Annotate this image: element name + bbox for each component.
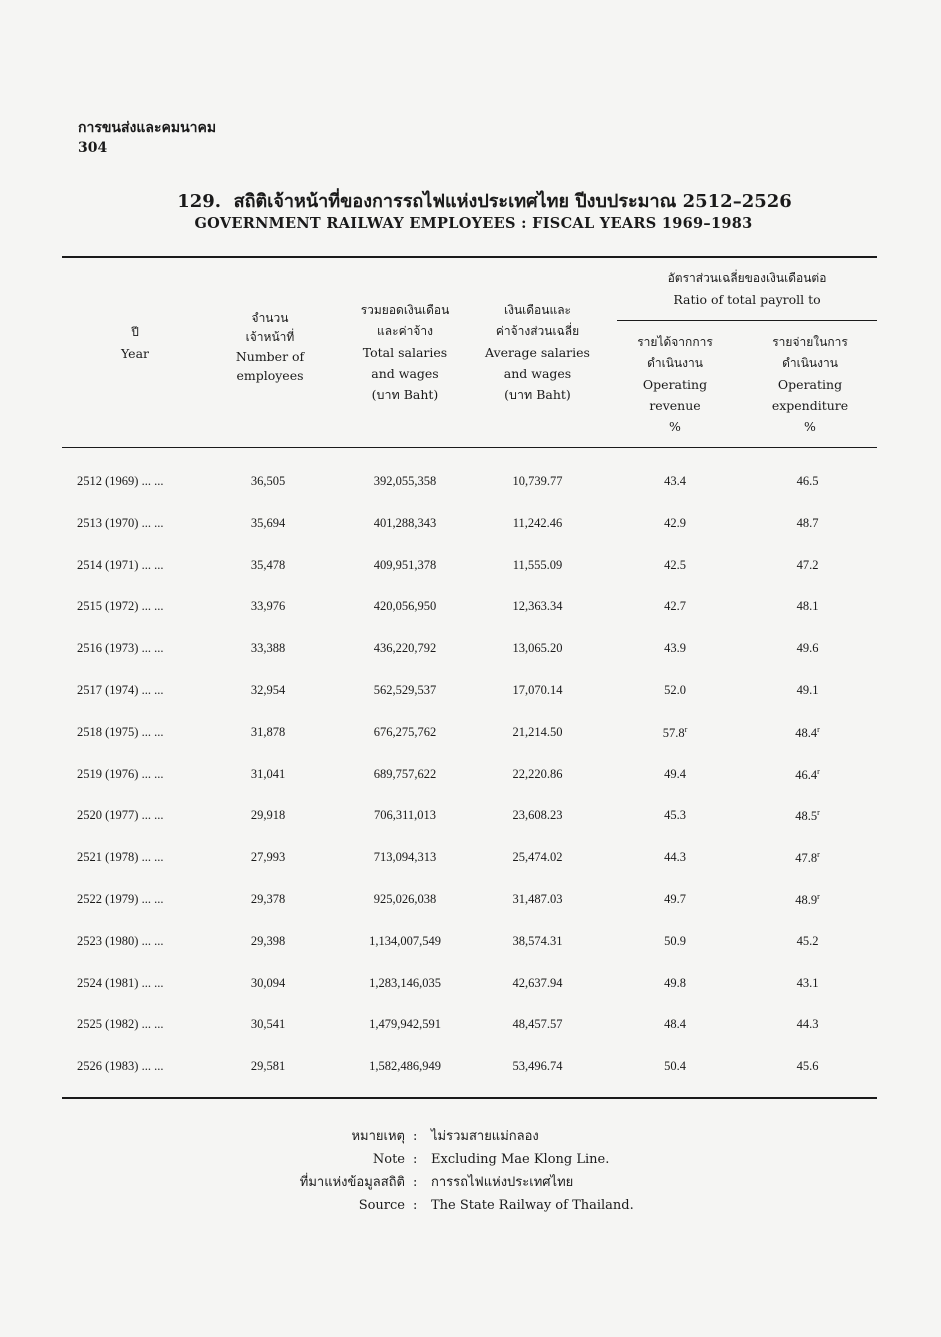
cell-value: 49.6: [796, 641, 819, 656]
cell-rev: [630, 558, 720, 573]
cell-avg: [480, 725, 595, 740]
table-title-english: GOVERNMENT RAILWAY EMPLOYEES : FISCAL YEARS 1969–1983: [194, 215, 753, 232]
cell-avg: [480, 850, 595, 865]
table-row: [0, 850, 941, 870]
cell-value: 2512 (1969) ... ...: [77, 474, 164, 488]
cell-value: 48,457.57: [512, 1017, 563, 1032]
cell-avg: [480, 1059, 595, 1074]
cell-year: [77, 1059, 163, 1074]
cell-value: 50.4: [664, 1059, 686, 1074]
cell-value: 43.4: [664, 474, 686, 488]
cell-exp: [765, 599, 850, 614]
note-colon: :: [413, 1152, 418, 1167]
table-row: [0, 641, 941, 661]
cell-value: 2526 (1983) ... ...: [77, 1059, 164, 1074]
header-bottom-rule: [62, 447, 877, 448]
cell-value: 31,878: [250, 724, 286, 739]
header-total-salaries: รวมยอดเงินเดือน และค่าจ้าง Total salaries and wages (บาท Baht): [360, 303, 450, 402]
table-number: 129.: [177, 191, 222, 212]
header-ratio: อัตราส่วนเฉลี่ยของเงินเดือนต่อ Ratio of total payroll to: [667, 271, 827, 307]
cell-total: [345, 1017, 465, 1032]
cell-rev: [630, 808, 720, 823]
cell-value: 42.9: [664, 515, 686, 530]
cell-total: [345, 599, 465, 614]
cell-value: 35,478: [250, 557, 286, 572]
header-operating-revenue: รายได้จากการ ดำเนินงาน Operating revenue %: [637, 335, 713, 434]
header-employees: จำนวน เจ้าหน้าที่ Number of employees: [235, 311, 305, 383]
cell-rev: [630, 516, 720, 531]
cell-value: 23,608.23: [512, 808, 563, 823]
revised-mark: r: [684, 724, 688, 734]
cell-value: 2522 (1979) ... ...: [77, 892, 164, 906]
cell-rev: [630, 892, 720, 907]
cell-total: [345, 934, 465, 949]
cell-value: 11,555.09: [512, 557, 563, 572]
cell-value: 436,220,792: [373, 641, 437, 656]
cell-rev: [630, 474, 720, 489]
cell-value: 57.8: [662, 725, 685, 740]
cell-exp: [765, 558, 850, 573]
cell-avg: [480, 641, 595, 656]
cell-avg: [480, 1017, 595, 1032]
cell-value: 29,398: [250, 933, 286, 948]
cell-emp: [230, 934, 306, 949]
note-label: Source: [358, 1198, 405, 1213]
cell-year: [77, 683, 163, 698]
cell-total: [345, 976, 465, 991]
title-thai-text: สถิติเจ้าหน้าที่ของการรถไฟแห่งประเทศไทย ปีงบประมาณ 2512–2526: [233, 191, 792, 212]
cell-value: 2513 (1970) ... ...: [77, 515, 164, 530]
cell-value: 38,574.31: [512, 933, 563, 948]
cell-exp: [765, 725, 850, 741]
cell-value: 409,951,378: [373, 557, 437, 572]
cell-year: [77, 934, 163, 949]
revised-mark: r: [817, 850, 820, 860]
cell-value: 49.4: [664, 766, 686, 781]
cell-emp: [230, 850, 306, 865]
table-row: [0, 683, 941, 703]
cell-value: 42.7: [664, 599, 686, 614]
cell-year: [77, 474, 163, 489]
cell-value: 2525 (1982) ... ...: [77, 1017, 164, 1032]
cell-year: [77, 976, 163, 991]
cell-value: 42,637.94: [512, 975, 563, 990]
cell-value: 13,065.20: [512, 641, 563, 656]
cell-value: 2520 (1977) ... ...: [77, 808, 164, 823]
cell-value: 392,055,358: [373, 474, 437, 488]
cell-value: 401,288,343: [373, 515, 437, 530]
cell-value: 2517 (1974) ... ...: [77, 683, 164, 697]
cell-value: 22,220.86: [512, 766, 563, 781]
cell-avg: [480, 934, 595, 949]
cell-value: 1,283,146,035: [369, 975, 441, 990]
cell-value: 25,474.02: [512, 850, 563, 865]
cell-emp: [230, 892, 306, 907]
cell-avg: [480, 767, 595, 782]
cell-emp: [230, 1059, 306, 1074]
cell-total: [345, 558, 465, 573]
note-text: Excluding Mae Klong Line.: [431, 1152, 610, 1167]
note-label: Note: [372, 1152, 405, 1167]
cell-value: 36,505: [250, 474, 286, 488]
cell-year: [77, 1017, 163, 1032]
cell-emp: [230, 683, 306, 698]
cell-value: 47.8: [795, 851, 818, 866]
cell-exp: [765, 1017, 850, 1032]
table-row: [0, 516, 941, 536]
cell-rev: [630, 767, 720, 782]
cell-exp: [765, 683, 850, 698]
cell-value: 1,134,007,549: [369, 933, 441, 948]
cell-exp: [765, 474, 850, 489]
page-header: [78, 118, 216, 158]
note-text: ไม่รวมสายแม่กลอง: [431, 1129, 539, 1144]
cell-exp: [765, 976, 850, 991]
cell-value: 49.7: [664, 892, 686, 906]
cell-emp: [230, 725, 306, 740]
cell-total: [345, 1059, 465, 1074]
header-year: ปี Year: [121, 325, 149, 361]
cell-emp: [230, 599, 306, 614]
cell-value: 2514 (1971) ... ...: [77, 557, 164, 572]
cell-value: 50.9: [664, 933, 686, 948]
cell-value: 49.8: [664, 975, 686, 990]
cell-value: 32,954: [250, 683, 286, 697]
cell-value: 689,757,622: [373, 766, 437, 781]
cell-value: 46.5: [796, 474, 819, 488]
cell-avg: [480, 474, 595, 489]
cell-value: 11,242.46: [512, 515, 563, 530]
table-row: [0, 767, 941, 787]
cell-value: 42.5: [664, 557, 686, 572]
cell-value: 47.2: [796, 557, 819, 572]
cell-value: 48.4: [664, 1017, 686, 1032]
cell-avg: [480, 558, 595, 573]
revised-mark: r: [817, 808, 820, 818]
cell-value: 12,363.34: [512, 599, 563, 614]
note-colon: :: [413, 1129, 418, 1144]
cell-emp: [230, 808, 306, 823]
cell-value: 48.4: [795, 725, 818, 740]
cell-exp: [765, 808, 850, 824]
cell-total: [345, 516, 465, 531]
cell-avg: [480, 516, 595, 531]
ratio-subheader-rule: [617, 320, 877, 321]
header-average-salaries: เงินเดือนและ ค่าจ้างส่วนเฉลี่ย Average salaries and wages (บาท Baht): [485, 303, 590, 402]
cell-value: 925,026,038: [373, 892, 437, 906]
note-text: The State Railway of Thailand.: [431, 1198, 634, 1213]
table-bottom-rule: [62, 1097, 877, 1099]
cell-exp: [765, 767, 850, 783]
cell-emp: [230, 474, 306, 489]
cell-year: [77, 808, 163, 823]
cell-value: 45.3: [664, 808, 686, 823]
cell-value: 33,976: [250, 599, 286, 614]
cell-value: 48.5: [795, 809, 818, 824]
cell-value: 17,070.14: [512, 683, 563, 697]
cell-value: 30,541: [250, 1017, 286, 1032]
cell-value: 53,496.74: [512, 1059, 563, 1074]
cell-rev: [630, 934, 720, 949]
table-row: [0, 599, 941, 619]
cell-value: 676,275,762: [373, 724, 437, 739]
table-row: [0, 976, 941, 996]
cell-emp: [230, 1017, 306, 1032]
cell-value: 48.1: [796, 599, 819, 614]
note-colon: :: [413, 1198, 418, 1213]
cell-value: 45.2: [796, 933, 819, 948]
cell-value: 713,094,313: [373, 850, 437, 865]
table-row: [0, 892, 941, 912]
cell-emp: [230, 767, 306, 782]
cell-value: 29,918: [250, 808, 286, 823]
cell-avg: [480, 808, 595, 823]
cell-avg: [480, 976, 595, 991]
cell-value: 46.4: [795, 767, 818, 782]
cell-value: 1,582,486,949: [369, 1059, 441, 1074]
cell-value: 29,581: [250, 1059, 286, 1074]
table-top-rule: [62, 256, 877, 258]
cell-emp: [230, 516, 306, 531]
cell-total: [345, 474, 465, 489]
cell-value: 29,378: [250, 892, 286, 906]
cell-year: [77, 767, 163, 782]
cell-year: [77, 599, 163, 614]
cell-value: 48.9: [795, 893, 818, 908]
cell-value: 2515 (1972) ... ...: [77, 599, 164, 614]
table-row: [0, 558, 941, 578]
table-title-thai: [0, 186, 941, 215]
cell-year: [77, 641, 163, 656]
table-row: [0, 934, 941, 954]
cell-year: [77, 725, 163, 740]
cell-rev: [630, 1059, 720, 1074]
cell-value: 45.6: [796, 1059, 819, 1074]
cell-value: 706,311,013: [373, 808, 437, 823]
cell-rev: [630, 850, 720, 865]
cell-value: 35,694: [250, 515, 286, 530]
cell-value: 420,056,950: [373, 599, 437, 614]
cell-avg: [480, 599, 595, 614]
cell-value: 562,529,537: [373, 683, 437, 697]
cell-rev: [630, 641, 720, 656]
cell-value: 2524 (1981) ... ...: [77, 975, 164, 990]
cell-emp: [230, 976, 306, 991]
cell-rev: [630, 683, 720, 698]
cell-value: 44.3: [796, 1017, 819, 1032]
cell-value: 52.0: [664, 683, 686, 697]
cell-year: [77, 558, 163, 573]
cell-exp: [765, 892, 850, 908]
cell-value: 21,214.50: [512, 724, 563, 739]
note-label: ที่มาแห่งข้อมูลสถิติ: [299, 1175, 405, 1190]
table-row: [0, 1017, 941, 1037]
cell-value: 48.7: [796, 515, 819, 530]
cell-value: 2518 (1975) ... ...: [77, 724, 164, 739]
cell-value: 10,739.77: [512, 474, 563, 488]
table-row: [0, 808, 941, 828]
cell-value: 2521 (1978) ... ...: [77, 850, 164, 865]
cell-value: 1,479,942,591: [369, 1017, 441, 1032]
table-row: [0, 1059, 941, 1079]
cell-exp: [765, 850, 850, 866]
cell-year: [77, 892, 163, 907]
cell-value: 31,041: [250, 766, 286, 781]
cell-year: [77, 850, 163, 865]
cell-value: 43.9: [664, 641, 686, 656]
cell-year: [77, 516, 163, 531]
cell-total: [345, 850, 465, 865]
table-row: [0, 474, 941, 494]
cell-avg: [480, 892, 595, 907]
cell-total: [345, 808, 465, 823]
page-number: 304: [78, 140, 108, 156]
cell-total: [345, 767, 465, 782]
cell-total: [345, 725, 465, 740]
revised-mark: r: [817, 724, 820, 734]
header-operating-expenditure: รายจ่ายในการ ดำเนินงาน Operating expenditure %: [771, 335, 849, 434]
cell-value: 31,487.03: [512, 892, 563, 906]
cell-exp: [765, 641, 850, 656]
cell-value: 27,993: [250, 850, 286, 865]
cell-value: 44.3: [664, 850, 686, 865]
cell-exp: [765, 934, 850, 949]
cell-total: [345, 641, 465, 656]
note-text: การรถไฟแห่งประเทศไทย: [431, 1175, 574, 1190]
cell-value: 2523 (1980) ... ...: [77, 933, 164, 948]
cell-emp: [230, 641, 306, 656]
section-title: การขนส่งและคมนาคม: [78, 120, 217, 136]
cell-total: [345, 683, 465, 698]
cell-value: 33,388: [250, 641, 286, 656]
table-row: [0, 725, 941, 745]
cell-emp: [230, 558, 306, 573]
cell-exp: [765, 1059, 850, 1074]
cell-rev: [630, 976, 720, 991]
cell-rev: [630, 599, 720, 614]
cell-value: 2519 (1976) ... ...: [77, 766, 164, 781]
cell-rev: [630, 1017, 720, 1032]
cell-value: 2516 (1973) ... ...: [77, 641, 164, 656]
cell-total: [345, 892, 465, 907]
cell-value: 49.1: [796, 683, 819, 697]
revised-mark: r: [817, 892, 820, 901]
cell-exp: [765, 516, 850, 531]
cell-value: 43.1: [796, 975, 819, 990]
cell-rev: [630, 725, 720, 741]
note-label: หมายเหตุ: [351, 1129, 405, 1144]
note-colon: :: [413, 1175, 418, 1190]
revised-mark: r: [817, 766, 820, 776]
cell-avg: [480, 683, 595, 698]
cell-value: 30,094: [250, 975, 286, 990]
